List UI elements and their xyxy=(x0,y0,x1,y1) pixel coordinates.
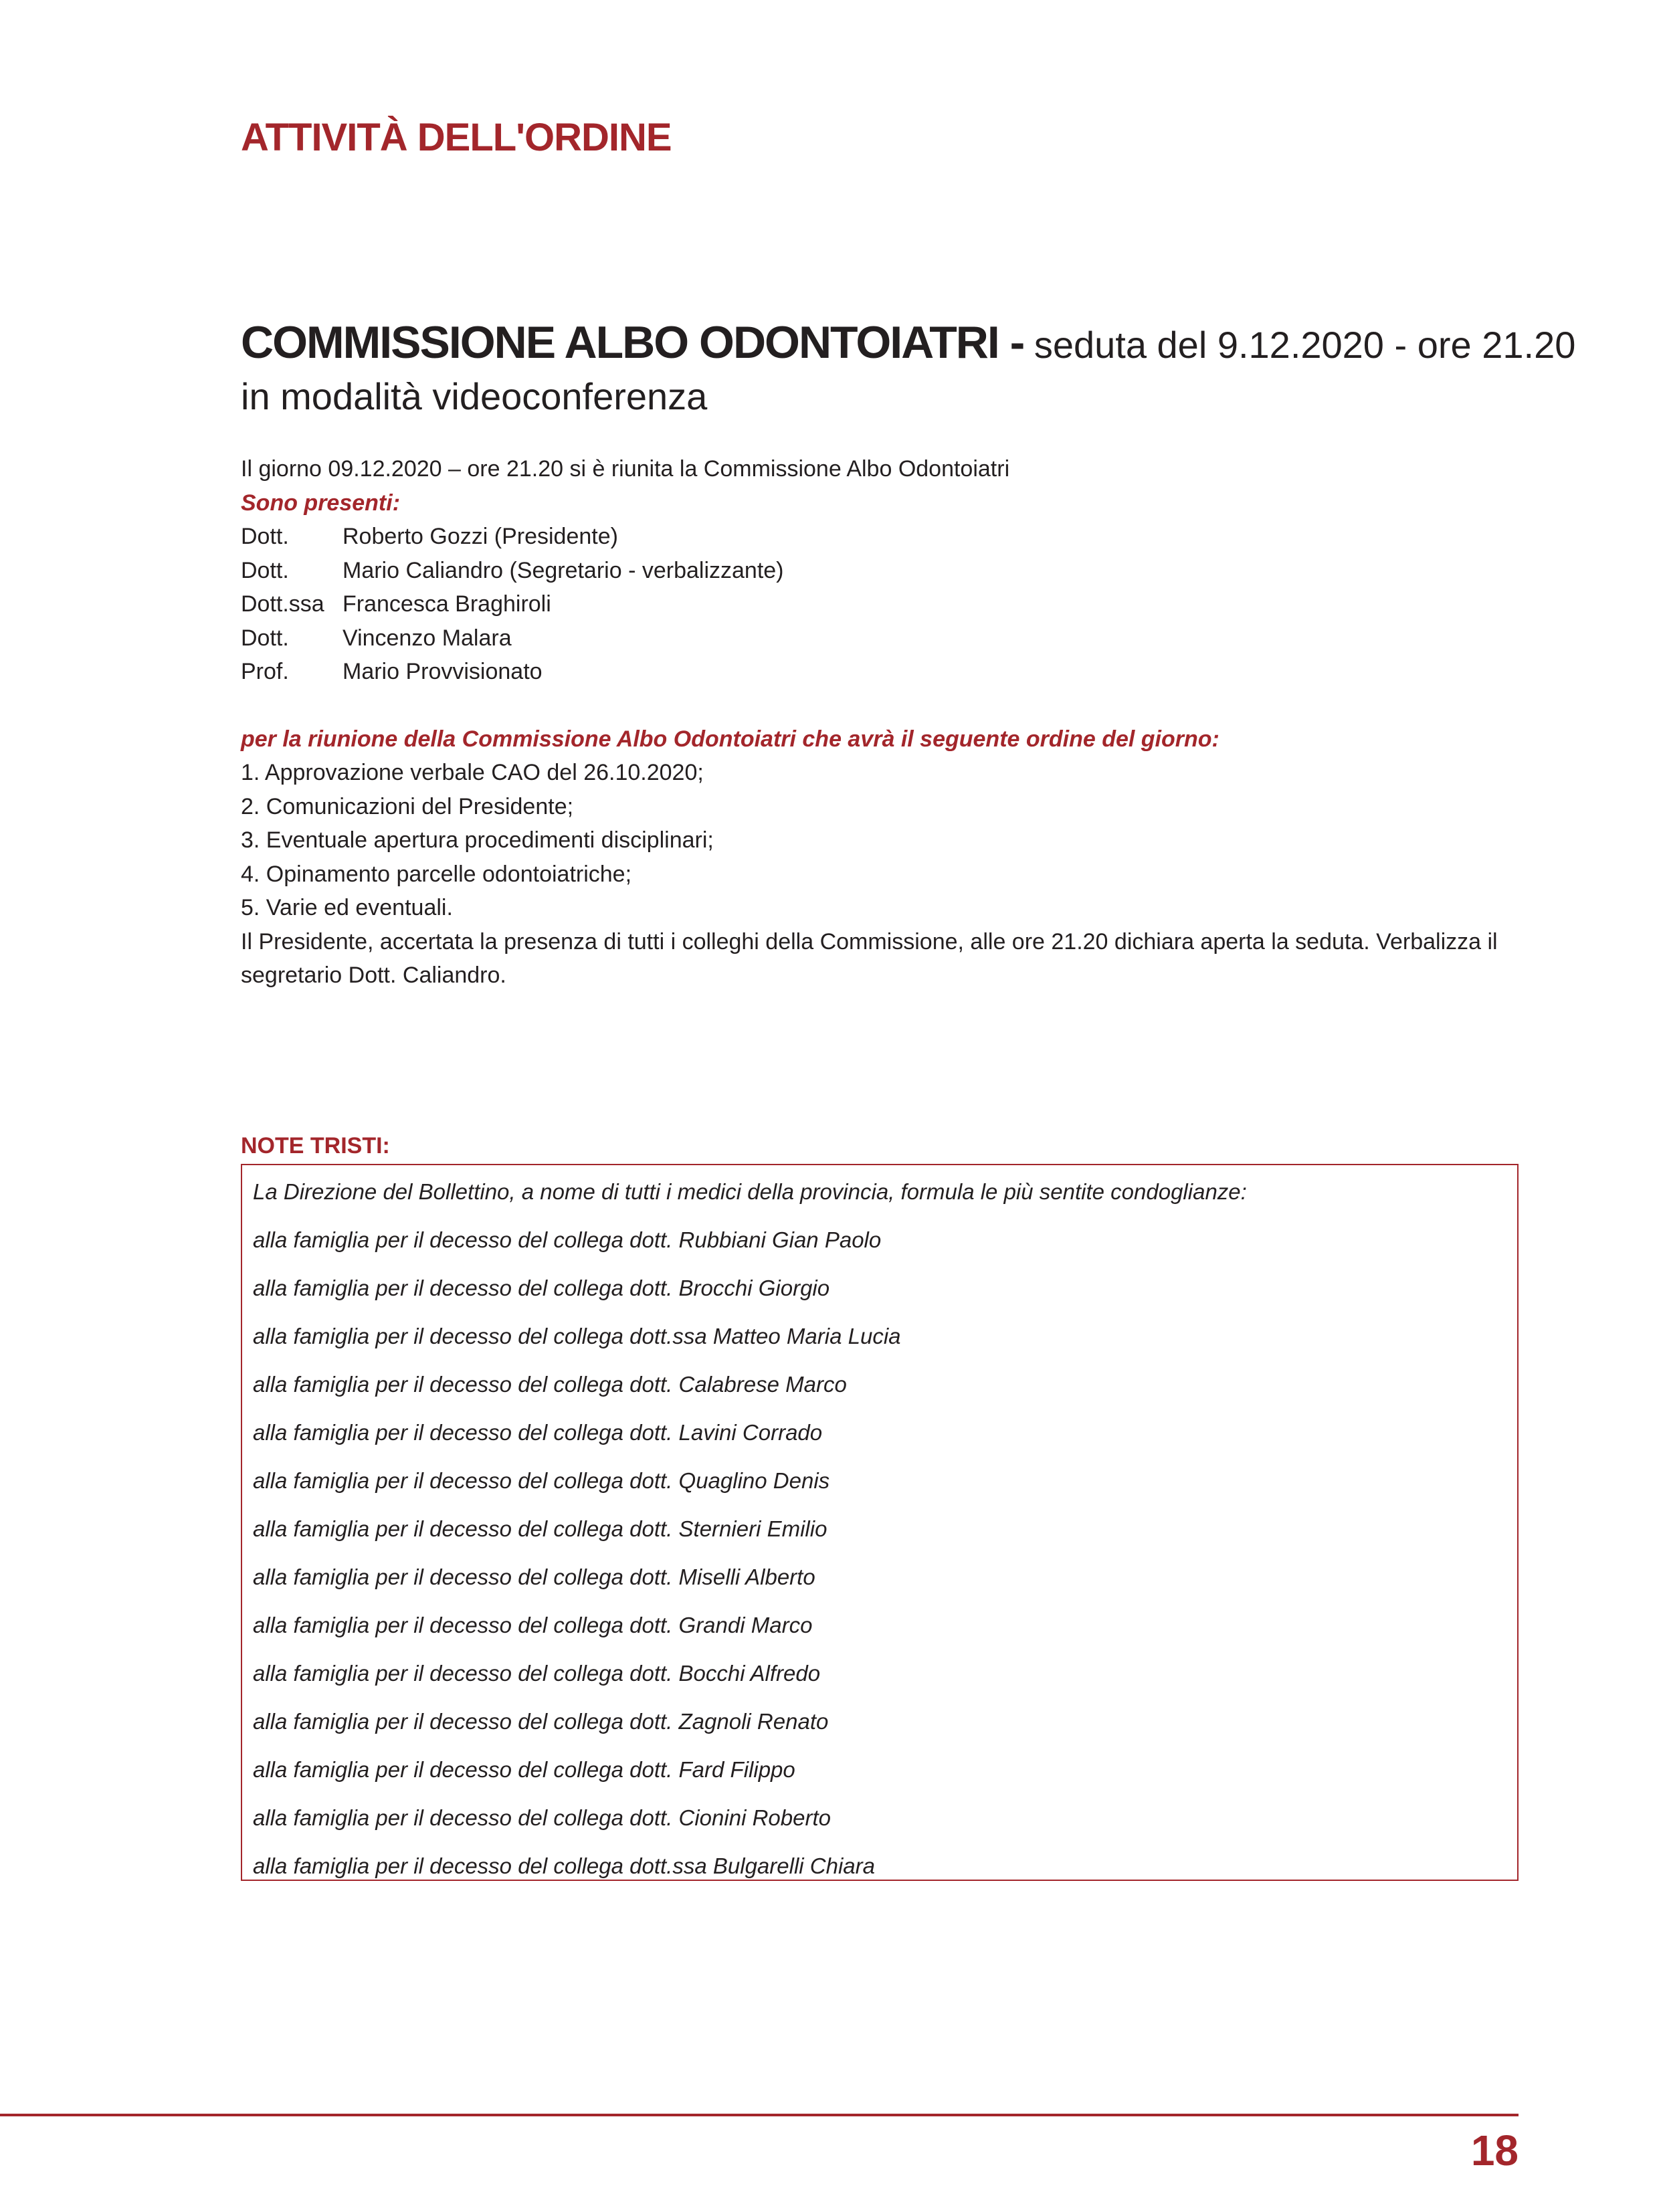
agenda-item: 2. Comunicazioni del Presidente; xyxy=(241,793,574,819)
intro-paragraph: Il giorno 09.12.2020 – ore 21.20 si è riunita la Commissione Albo Odontoiatri xyxy=(241,456,1010,482)
presenti-name: Vincenzo Malara xyxy=(343,625,512,651)
article-title xyxy=(241,314,1576,420)
article-body xyxy=(241,452,1525,993)
presenti-title: Dott. xyxy=(241,625,289,651)
presenti-row xyxy=(241,655,1525,689)
presenti-name: Francesca Braghiroli xyxy=(343,591,551,617)
presenti-name: Mario Caliandro (Segretario - verbalizzante) xyxy=(343,557,784,583)
article-title-line1 xyxy=(241,314,1576,373)
notes-item: alla famiglia per il decesso del collega dott. Rubbiani Gian Paolo xyxy=(253,1227,882,1252)
agenda-list xyxy=(241,756,1525,925)
notes-title: NOTE TRISTI: xyxy=(241,1133,390,1159)
notes-item: alla famiglia per il decesso del collega dott. Brocchi Giorgio xyxy=(253,1276,830,1300)
agenda-label: per la riunione della Commissione Albo Odontoiatri che avrà il seguente ordine del giorno: xyxy=(241,726,1219,752)
presenti-row xyxy=(241,520,1525,554)
presenti-title: Dott.ssa xyxy=(241,591,324,617)
notes-item: alla famiglia per il decesso del collega dott. Fard Filippo xyxy=(253,1757,795,1782)
notes-item: alla famiglia per il decesso del collega dott. Bocchi Alfredo xyxy=(253,1661,821,1686)
notes-box xyxy=(241,1164,1519,1881)
agenda-item: 3. Eventuale apertura procedimenti disciplinari; xyxy=(241,827,714,853)
spacer xyxy=(241,689,1525,722)
notes-item: alla famiglia per il decesso del collega dott. Miselli Alberto xyxy=(253,1565,815,1589)
presenti-title: Prof. xyxy=(241,659,289,684)
notes-item: alla famiglia per il decesso del collega dott.ssa Matteo Maria Lucia xyxy=(253,1324,901,1348)
notes-item: alla famiglia per il decesso del collega dott. Quaglino Denis xyxy=(253,1468,830,1493)
presenti-title: Dott. xyxy=(241,524,289,549)
presenti-label: Sono presenti: xyxy=(241,490,401,516)
presenti-row xyxy=(241,554,1525,588)
notes-item: alla famiglia per il decesso del collega dott. Calabrese Marco xyxy=(253,1372,847,1397)
presenti-name: Mario Provvisionato xyxy=(343,659,543,684)
page-number: 18 xyxy=(1470,2126,1519,2175)
article-title-main: COMMISSIONE ALBO ODONTOIATRI - xyxy=(241,317,1024,368)
notes-item: alla famiglia per il decesso del collega dott. Zagnoli Renato xyxy=(253,1709,829,1734)
notes-item: alla famiglia per il decesso del collega dott. Cionini Roberto xyxy=(253,1805,831,1830)
presenti-row xyxy=(241,587,1525,621)
agenda-item: 1. Approvazione verbale CAO del 26.10.2020; xyxy=(241,760,704,785)
section-title: ATTIVITÀ DELL'ORDINE xyxy=(241,116,672,159)
closing-paragraph: Il Presidente, accertata la presenza di tutti i colleghi della Commissione, alle ore 21.20 dichiara aperta la seduta. Verbalizza il segretario Dott. Caliandro. xyxy=(241,928,1498,988)
article-title-line2: in modalità videoconferenza xyxy=(241,375,708,417)
presenti-name: Roberto Gozzi (Presidente) xyxy=(343,524,618,549)
notes-item: alla famiglia per il decesso del collega dott. Sternieri Emilio xyxy=(253,1516,827,1541)
notes-item: alla famiglia per il decesso del collega dott. Grandi Marco xyxy=(253,1613,813,1637)
footer-divider xyxy=(0,2114,1519,2116)
presenti-title: Dott. xyxy=(241,557,289,583)
agenda-item: 4. Opinamento parcelle odontoiatriche; xyxy=(241,861,632,887)
notes-intro: La Direzione del Bollettino, a nome di tutti i medici della provincia, formula le più sentite condoglianze: xyxy=(253,1179,1247,1204)
article-title-sub: seduta del 9.12.2020 - ore 21.20 xyxy=(1023,324,1576,366)
presenti-list xyxy=(241,520,1525,689)
notes-list xyxy=(253,1228,1506,1902)
notes-item: alla famiglia per il decesso del collega dott. Lavini Corrado xyxy=(253,1420,823,1445)
agenda-item: 5. Varie ed eventuali. xyxy=(241,895,453,920)
notes-item: alla famiglia per il decesso del collega dott.ssa Bulgarelli Chiara xyxy=(253,1853,875,1878)
presenti-row xyxy=(241,621,1525,656)
